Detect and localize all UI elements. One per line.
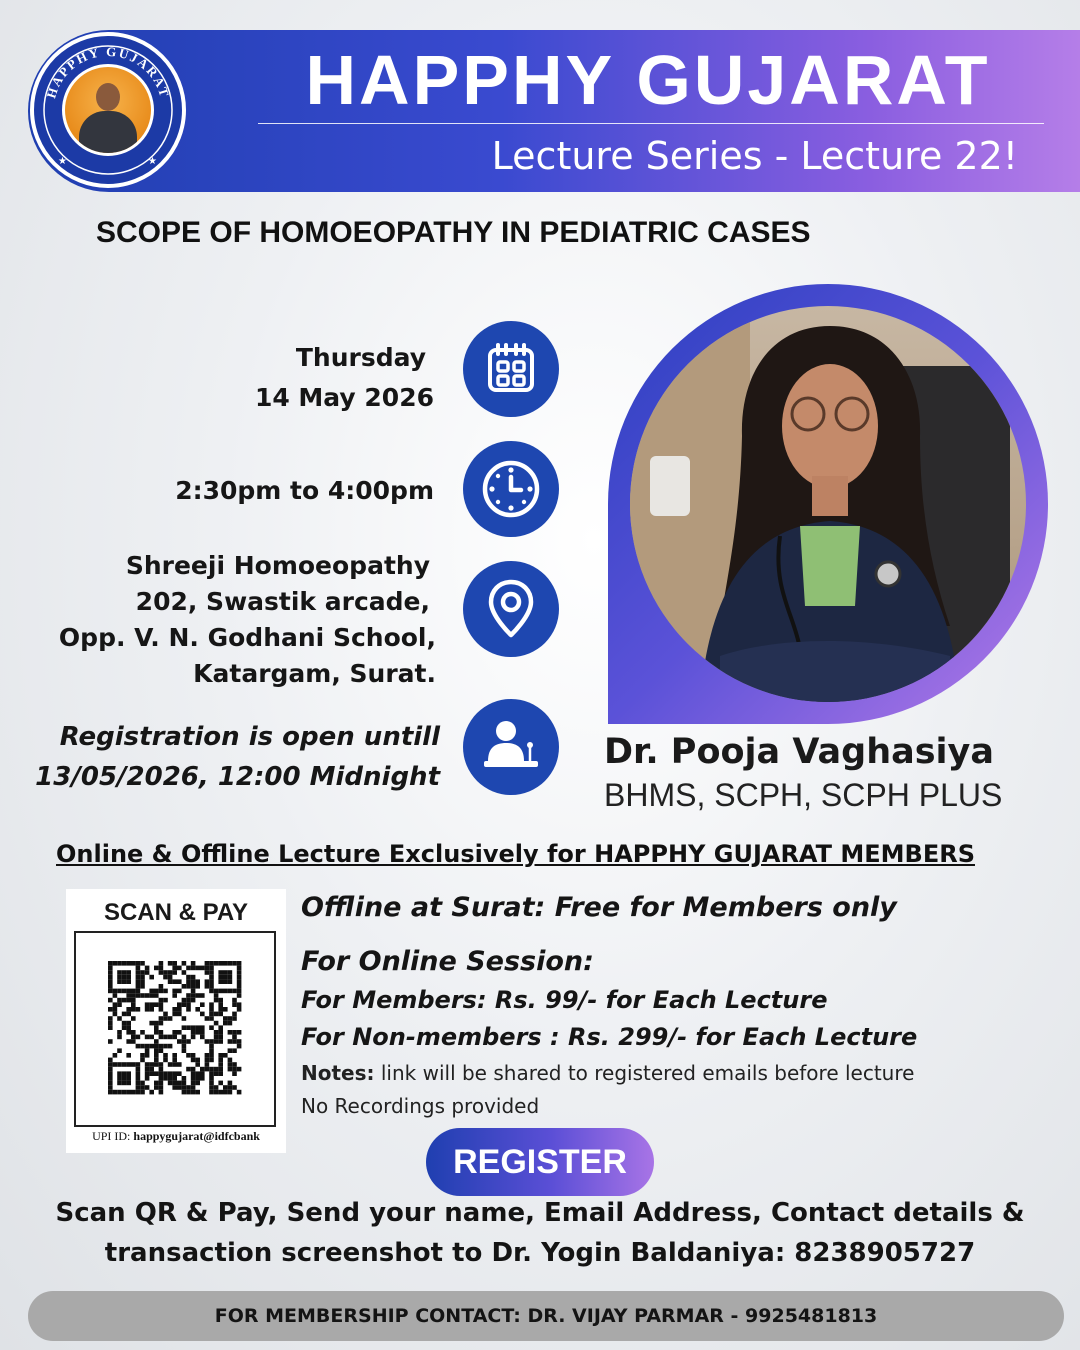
member-pricing: For Members: Rs. 99/- for Each Lecture — [301, 986, 828, 1014]
page-subtitle: Lecture Series - Lecture 22! — [491, 134, 1018, 178]
offline-pricing: Offline at Surat: Free for Members only — [301, 892, 897, 923]
happhy-gujarat-logo — [30, 32, 186, 188]
recordings-note: No Recordings provided — [301, 1094, 540, 1118]
qr-label: SCAN & PAY — [103, 899, 249, 926]
register-button[interactable]: REGISTER — [426, 1128, 654, 1196]
venue-line: 202, Swastik arcade, — [135, 587, 430, 616]
qr-frame — [74, 931, 276, 1127]
non-member-pricing: For Non-members : Rs. 299/- for Each Lecture — [301, 1023, 918, 1051]
instructions-line: transaction screenshot to Dr. Yogin Baldaniya: 8238905727 — [104, 1238, 976, 1268]
logo-portrait — [62, 64, 154, 156]
instructions-line: Scan QR & Pay, Send your name, Email Address, Contact details & — [55, 1198, 1025, 1228]
event-venue — [59, 548, 436, 692]
notes-label: Notes: — [301, 1061, 375, 1085]
registration-deadline — [35, 717, 440, 797]
upi-value: happygujarat@idfcbank — [133, 1129, 260, 1143]
upi-id — [66, 1129, 286, 1144]
logo-star-icon: ★ — [58, 156, 67, 167]
exclusive-note: Online & Offline Lecture Exclusively for HAPPHY GUJARAT MEMBERS — [56, 840, 975, 868]
qr-payment-card — [66, 889, 286, 1153]
speaker-photo — [630, 306, 1026, 702]
title-divider — [258, 123, 1044, 124]
logo-top-text: HAPPHY GUJARAT — [43, 43, 173, 101]
calendar-icon — [463, 321, 559, 417]
notes — [301, 1061, 914, 1085]
venue-line: Opp. V. N. Godhani School, — [58, 623, 436, 652]
location-pin-icon — [463, 561, 559, 657]
speaker-name: Dr. Pooja Vaghasiya — [604, 732, 994, 772]
event-date — [255, 340, 434, 416]
online-heading: For Online Session: — [301, 946, 594, 977]
registration-line: 13/05/2026, 12:00 Midnight — [35, 762, 440, 792]
clock-icon — [463, 441, 559, 537]
lecture-topic: SCOPE OF HOMOEOPATHY IN PEDIATRIC CASES — [96, 216, 811, 249]
membership-contact: FOR MEMBERSHIP CONTACT: DR. VIJAY PARMAR - 9925481813 — [28, 1291, 1064, 1341]
notes-text: link will be shared to registered emails before lecture — [380, 1061, 915, 1085]
event-time: 2:30pm to 4:00pm — [175, 476, 434, 505]
event-date-value: 14 May 2026 — [254, 383, 434, 412]
qr-code-icon[interactable] — [76, 933, 274, 1125]
upi-prefix: UPI ID: — [92, 1129, 131, 1143]
registration-line: Registration is open untill — [59, 722, 440, 752]
venue-line: Katargam, Surat. — [193, 659, 436, 688]
speaker-qualifications: BHMS, SCPH, SCPH PLUS — [604, 777, 1003, 813]
speaker-podium-icon — [463, 699, 559, 795]
event-day: Thursday — [295, 343, 426, 372]
page-title: HAPPHY GUJARAT — [305, 41, 991, 119]
logo-star-icon: ★ — [148, 156, 157, 167]
venue-line: Shreeji Homoeopathy — [125, 551, 430, 580]
